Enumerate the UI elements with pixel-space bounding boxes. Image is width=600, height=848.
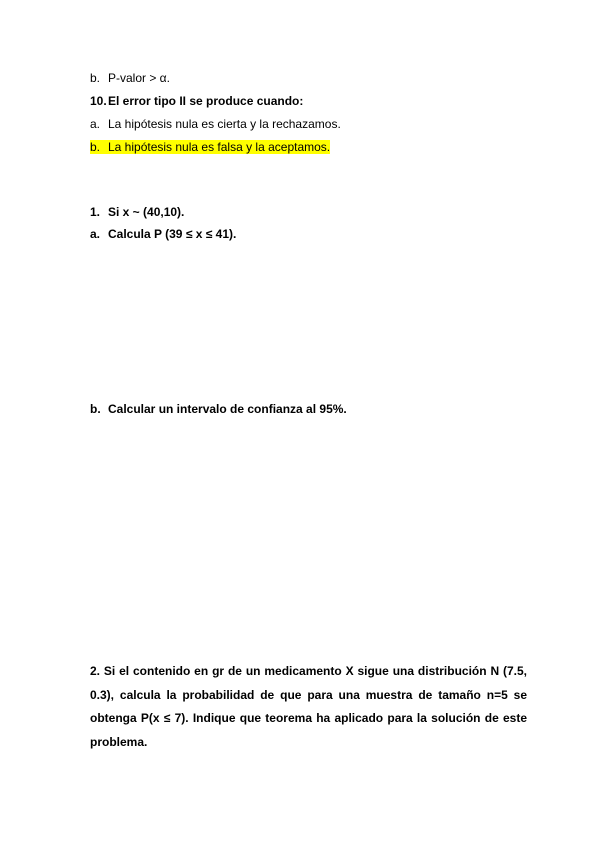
option-b-pvalue [90,70,170,86]
question-10 [90,93,303,109]
list-marker: a. [90,227,101,241]
option-text: P-valor > α. [108,71,170,85]
list-marker: b. [90,140,101,154]
option-text: La hipótesis nula es cierta y la rechazamos. [108,117,341,131]
option-a [90,116,341,132]
problem-2: 2. Si el contenido en gr de un medicamento X sigue una distribución N (7.5, 0.3), calcula la probabilidad de que para una muestra de tamaño n=5 se obtenga P(x ≤ 7). Indique que teorema ha aplicado para la solución de este problema. [90,664,527,749]
question-text: Calcula P (39 ≤ x ≤ 41). [108,227,237,241]
question-number: 1. [90,205,101,219]
exercise-1a [90,226,236,242]
list-marker: b. [90,71,101,85]
question-text: Si x ~ (40,10). [108,205,185,219]
option-text: La hipótesis nula es falsa y la aceptamos. [108,140,331,154]
question-text: Calcular un intervalo de confianza al 95%. [108,402,347,416]
highlighted-answer [90,140,330,154]
question-number: 10. [90,94,107,108]
option-b-highlighted [90,139,330,155]
exercise-1b [90,401,347,417]
exercise-1 [90,204,184,220]
question-text: El error tipo II se produce cuando: [108,94,304,108]
list-marker: b. [90,402,101,416]
list-marker: a. [90,117,101,131]
